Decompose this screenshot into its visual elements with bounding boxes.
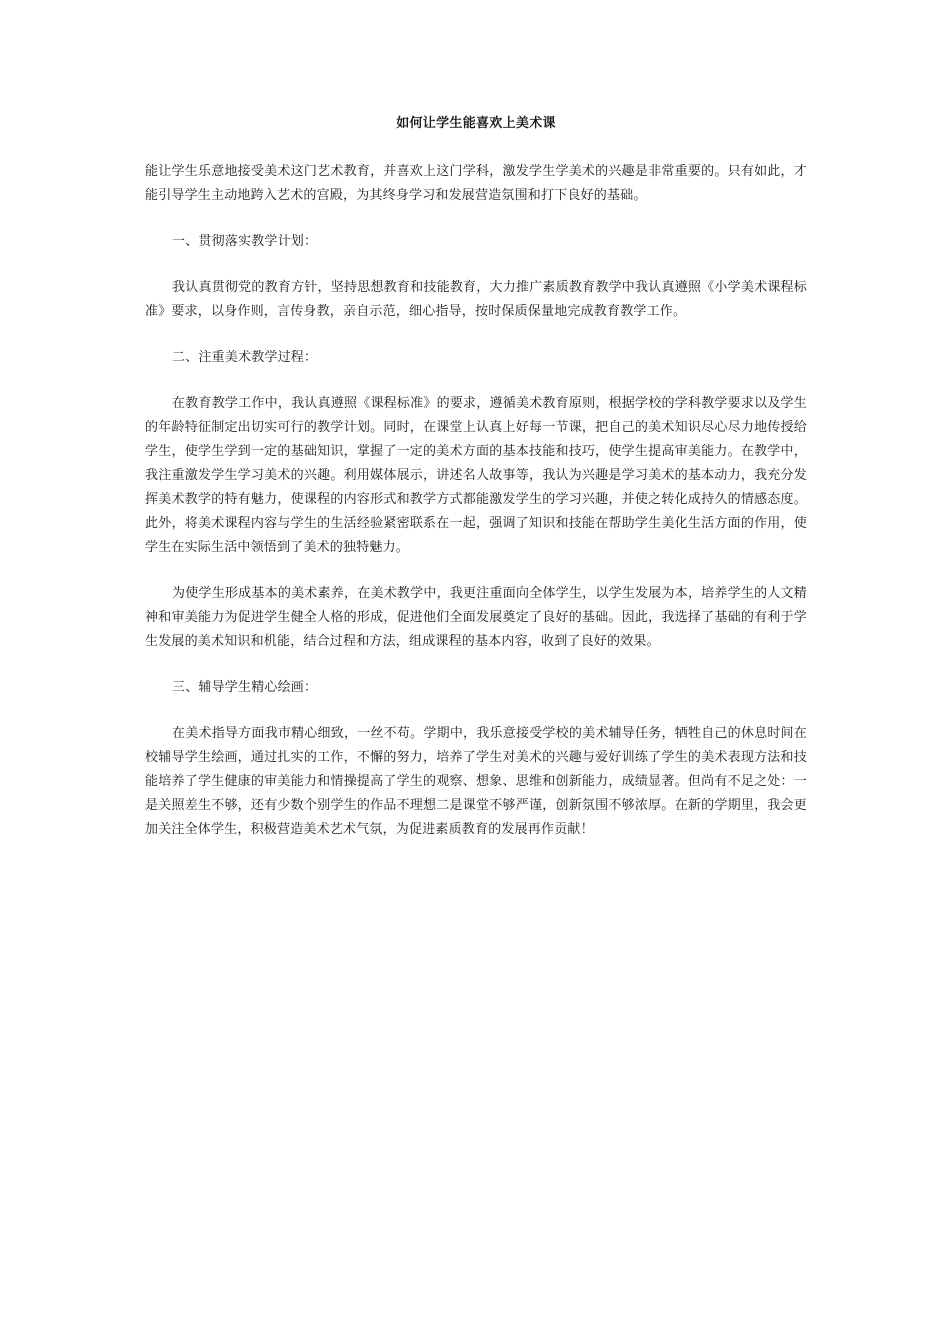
document-title: 如何让学生能喜欢上美术课	[396, 116, 556, 131]
section-2-paragraph-1: 在教育教学工作中，我认真遵照《课程标准》的要求，遵循美术教育原则，根据学校的学科教学要求以及学生的年龄特征制定出切实可行的教学计划。同时，在课堂上认真上好每一节课，把自己的美术知识尽心尽力地传授给学生，使学生学到一定的基础知识，掌握了一定的美术方面的基本技能和技巧，使学生提高审美能力。在教学中，我注重激发学生学习美术的兴趣。利用媒体展示，讲述名人故事等，我认为兴趣是学习美术的基本动力，我充分发挥美术教学的特有魅力，使课程的内容形式和教学方式都能激发学生的学习兴趣，并使之转化成持久的情感态度。此外，将美术课程内容与学生的生活经验紧密联系在一起，强调了知识和技能在帮助学生美化生活方面的作用，使学生在实际生活中领悟到了美术的独特魅力。	[145, 396, 807, 555]
section-heading-3: 三、辅导学生精心绘画：	[172, 680, 318, 695]
intro-paragraph: 能让学生乐意地接受美术这门艺术教育，并喜欢上这门学科，激发学生学美术的兴趣是非常重要的。只有如此，才能引导学生主动地跨入艺术的宫殿，为其终身学习和发展营造氛围和打下良好的基础。	[145, 164, 807, 203]
section-heading-1: 一、贯彻落实教学计划：	[172, 234, 318, 249]
section-heading-2: 二、注重美术教学过程：	[172, 350, 318, 365]
section-1-paragraph-1: 我认真贯彻党的教育方针，坚持思想教育和技能教育，大力推广素质教育教学中我认真遵照《小学美术课程标准》要求，以身作则，言传身教，亲自示范，细心指导，按时保质保量地完成教育教学工作。	[145, 280, 807, 319]
section-3-paragraph-1: 在美术指导方面我市精心细致，一丝不苟。学期中，我乐意接受学校的美术辅导任务，牺牲自己的休息时间在校辅导学生绘画，通过扎实的工作，不懈的努力，培养了学生对美术的兴趣与爱好训练了学生的美术表现方法和技能培养了学生健康的审美能力和情操提高了学生的观察、想象、思维和创新能力，成绩显著。但尚有不足之处：一是关照差生不够，还有少数个别学生的作品不理想二是课堂不够严谨，创新氛围不够浓厚。在新的学期里，我会更加关注全体学生，积极营造美术艺术气氛，为促进素质教育的发展再作贡献！	[145, 726, 807, 837]
document-page	[145, 114, 807, 864]
section-2-paragraph-2: 为使学生形成基本的美术素养，在美术教学中，我更注重面向全体学生，以学生发展为本，培养学生的人文精神和审美能力为促进学生健全人格的形成，促进他们全面发展奠定了良好的基础。因此，我选择了基础的有利于学生发展的美术知识和机能，结合过程和方法，组成课程的基本内容，收到了良好的效果。	[145, 586, 807, 649]
